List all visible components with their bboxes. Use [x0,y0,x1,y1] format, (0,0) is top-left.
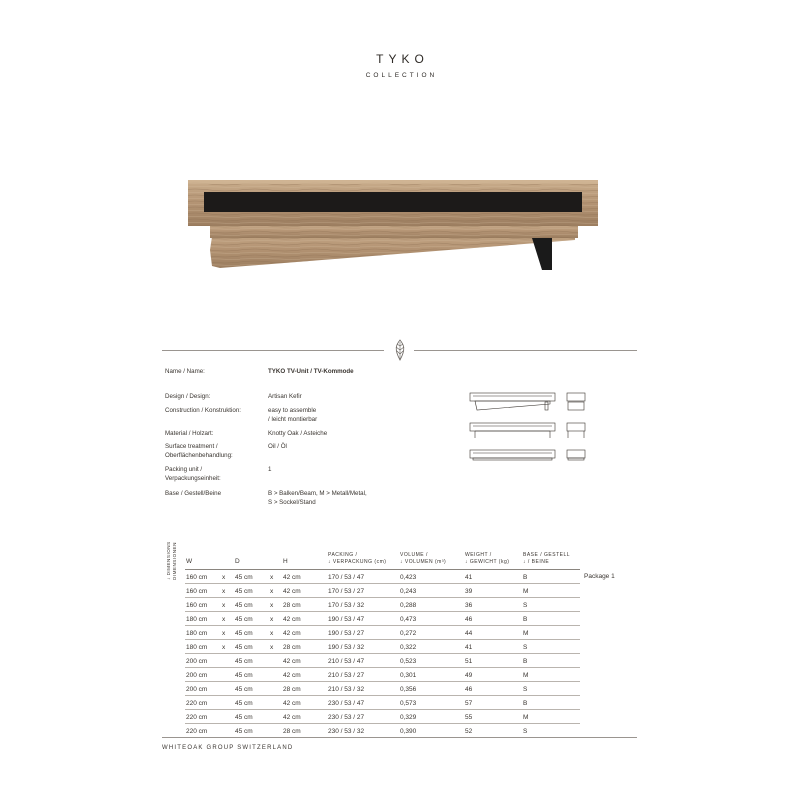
cell-base: S [523,728,528,735]
cell-packing: 170 / 53 / 32 [328,602,365,609]
cell-base: M [523,714,529,721]
cell-packing: 230 / 53 / 47 [328,700,365,707]
spec-label: Design / Design: [165,393,211,400]
cell-d: 45 cm [235,700,253,707]
cell-d: 45 cm [235,616,253,623]
cell-packing: 230 / 53 / 32 [328,728,365,735]
cell-weight: 49 [465,672,473,679]
cell-packing: 210 / 53 / 47 [328,658,365,665]
cell-h: 42 cm [283,714,301,721]
cell-base: B [523,700,528,707]
column-header-weight: WEIGHT / ↓ GEWICHT (kg) [465,552,510,565]
cell-d: 45 cm [235,714,253,721]
cell-packing: 190 / 53 / 27 [328,630,365,637]
footer-rule [162,737,637,738]
cell-d: 45 cm [235,658,253,665]
cell-w: 160 cm [186,588,208,595]
cell-w: 200 cm [186,686,208,693]
spec-value: easy to assemble / leicht montierbar [268,407,318,423]
cell-h: 42 cm [283,574,301,581]
spec-value: Knotty Oak / Asteiche [268,430,328,437]
cell-base: S [523,602,528,609]
spec-value: Oil / Öl [268,443,287,450]
cell-w: 180 cm [186,630,208,637]
cell-h: 42 cm [283,700,301,707]
technical-drawings [465,388,595,468]
cell-volume: 0,423 [400,574,417,581]
cell-h: 42 cm [283,658,301,665]
cell-w: 180 cm [186,616,208,623]
cell-h: 42 cm [283,616,301,623]
table-row [185,612,580,626]
cell-volume: 0,329 [400,714,417,721]
cell-packing: 170 / 53 / 27 [328,588,365,595]
product-image [180,170,610,280]
cell-x2: x [270,574,274,581]
cell-x2: x [270,616,274,623]
cell-base: B [523,574,528,581]
spec-value: Artisan Kefir [268,393,302,400]
cell-base: S [523,644,528,651]
cell-weight: 44 [465,630,473,637]
cell-h: 28 cm [283,686,301,693]
footer-company: WHITEOAK GROUP SWITZERLAND [162,745,294,751]
cell-w: 200 cm [186,672,208,679]
cell-x2: x [270,630,274,637]
cell-weight: 36 [465,602,473,609]
table-row [185,668,580,682]
cell-h: 42 cm [283,630,301,637]
cell-weight: 39 [465,588,473,595]
cell-base: M [523,630,529,637]
cell-volume: 0,573 [400,700,417,707]
cell-packing: 190 / 53 / 32 [328,644,365,651]
cell-x1: x [222,616,226,623]
cell-x2: x [270,644,274,651]
cell-d: 45 cm [235,672,253,679]
table-row [185,626,580,640]
product-type: TV-Unit / TV-Kommode [286,368,354,375]
collection-subtitle: COLLECTION [365,72,438,79]
cell-d: 45 cm [235,602,253,609]
dimensions-label-de: DIMENSIONEN [172,542,177,580]
cell-volume: 0,356 [400,686,417,693]
table-row [185,710,580,724]
table-row [185,584,580,598]
cell-weight: 46 [465,686,473,693]
cell-base: M [523,672,529,679]
cell-x1: x [222,602,226,609]
cell-packing: 210 / 53 / 32 [328,686,365,693]
cell-weight: 41 [465,644,473,651]
cell-weight: 51 [465,658,473,665]
cell-d: 45 cm [235,630,253,637]
column-header-h: H [283,558,288,565]
cell-packing: 210 / 53 / 27 [328,672,365,679]
cell-weight: 41 [465,574,473,581]
column-header-w: W [186,558,193,565]
cell-volume: 0,473 [400,616,417,623]
cell-d: 45 cm [235,686,253,693]
cell-x2: x [270,588,274,595]
cell-volume: 0,523 [400,658,417,665]
cell-x1: x [222,630,226,637]
cell-volume: 0,243 [400,588,417,595]
cell-volume: 0,288 [400,602,417,609]
spec-label: Material / Holzart: [165,430,214,437]
cell-weight: 57 [465,700,473,707]
cell-x1: x [222,644,226,651]
cell-x1: x [222,588,226,595]
column-header-d: D [235,558,240,565]
column-header-base: BASE / GESTELL ↓ / BEINE [523,552,571,565]
spec-value: 1 [268,466,272,473]
cell-base: B [523,658,528,665]
package-label: Package 1 [584,573,615,580]
cell-x1: x [222,574,226,581]
cell-weight: 46 [465,616,473,623]
dimensions-label-en: ↓ DIMENSIONS [166,541,171,580]
cell-w: 220 cm [186,700,208,707]
table-row [185,696,580,710]
section-divider-left [162,350,384,351]
cell-d: 45 cm [235,728,253,735]
cell-packing: 190 / 53 / 47 [328,616,365,623]
cell-volume: 0,322 [400,644,417,651]
product-brand: TYKO [268,368,286,375]
column-header-packing: PACKING / ↓ VERPACKUNG (cm) [328,552,387,565]
dimensions-side-label [166,528,178,582]
cell-h: 28 cm [283,728,301,735]
cell-h: 42 cm [283,672,301,679]
cell-packing: 170 / 53 / 47 [328,574,365,581]
cell-h: 28 cm [283,644,301,651]
spec-value: B > Balken/Beam, M > Metall/Metal, S > Sockel/Stand [268,490,367,506]
cell-x2: x [270,602,274,609]
spec-label: Base / Gestell/Beine [165,490,222,497]
cell-packing: 230 / 53 / 27 [328,714,365,721]
cell-h: 28 cm [283,602,301,609]
spec-label: Construction / Konstruktion: [165,407,242,414]
column-header-volume: VOLUME / ↓ VOLUMEN (m³) [400,552,447,565]
brand-header [0,52,800,79]
cell-h: 42 cm [283,588,301,595]
cell-w: 220 cm [186,714,208,721]
cell-w: 160 cm [186,574,208,581]
cell-base: M [523,588,529,595]
cell-volume: 0,272 [400,630,417,637]
cell-w: 180 cm [186,644,208,651]
section-divider-right [414,350,637,351]
cell-w: 220 cm [186,728,208,735]
leaf-emblem-icon [388,338,412,362]
table-row [185,682,580,696]
spec-label: Packing unit / Verpackungseinheit: [165,466,221,482]
cell-volume: 0,390 [400,728,417,735]
cell-d: 45 cm [235,588,253,595]
cell-base: B [523,616,528,623]
table-row [185,570,580,584]
table-row [185,640,580,654]
table-row [185,654,580,668]
cell-weight: 52 [465,728,473,735]
cell-base: S [523,686,528,693]
cell-d: 45 cm [235,644,253,651]
table-row [185,724,580,738]
cell-weight: 55 [465,714,473,721]
cell-d: 45 cm [235,574,253,581]
collection-title: TYKO [376,52,429,66]
spec-label: Surface treatment / Oberflächenbehandlung: [165,443,233,459]
table-row [185,598,580,612]
cell-w: 160 cm [186,602,208,609]
cell-volume: 0,301 [400,672,417,679]
cell-w: 200 cm [186,658,208,665]
spec-label: Name / Name: [165,368,205,375]
